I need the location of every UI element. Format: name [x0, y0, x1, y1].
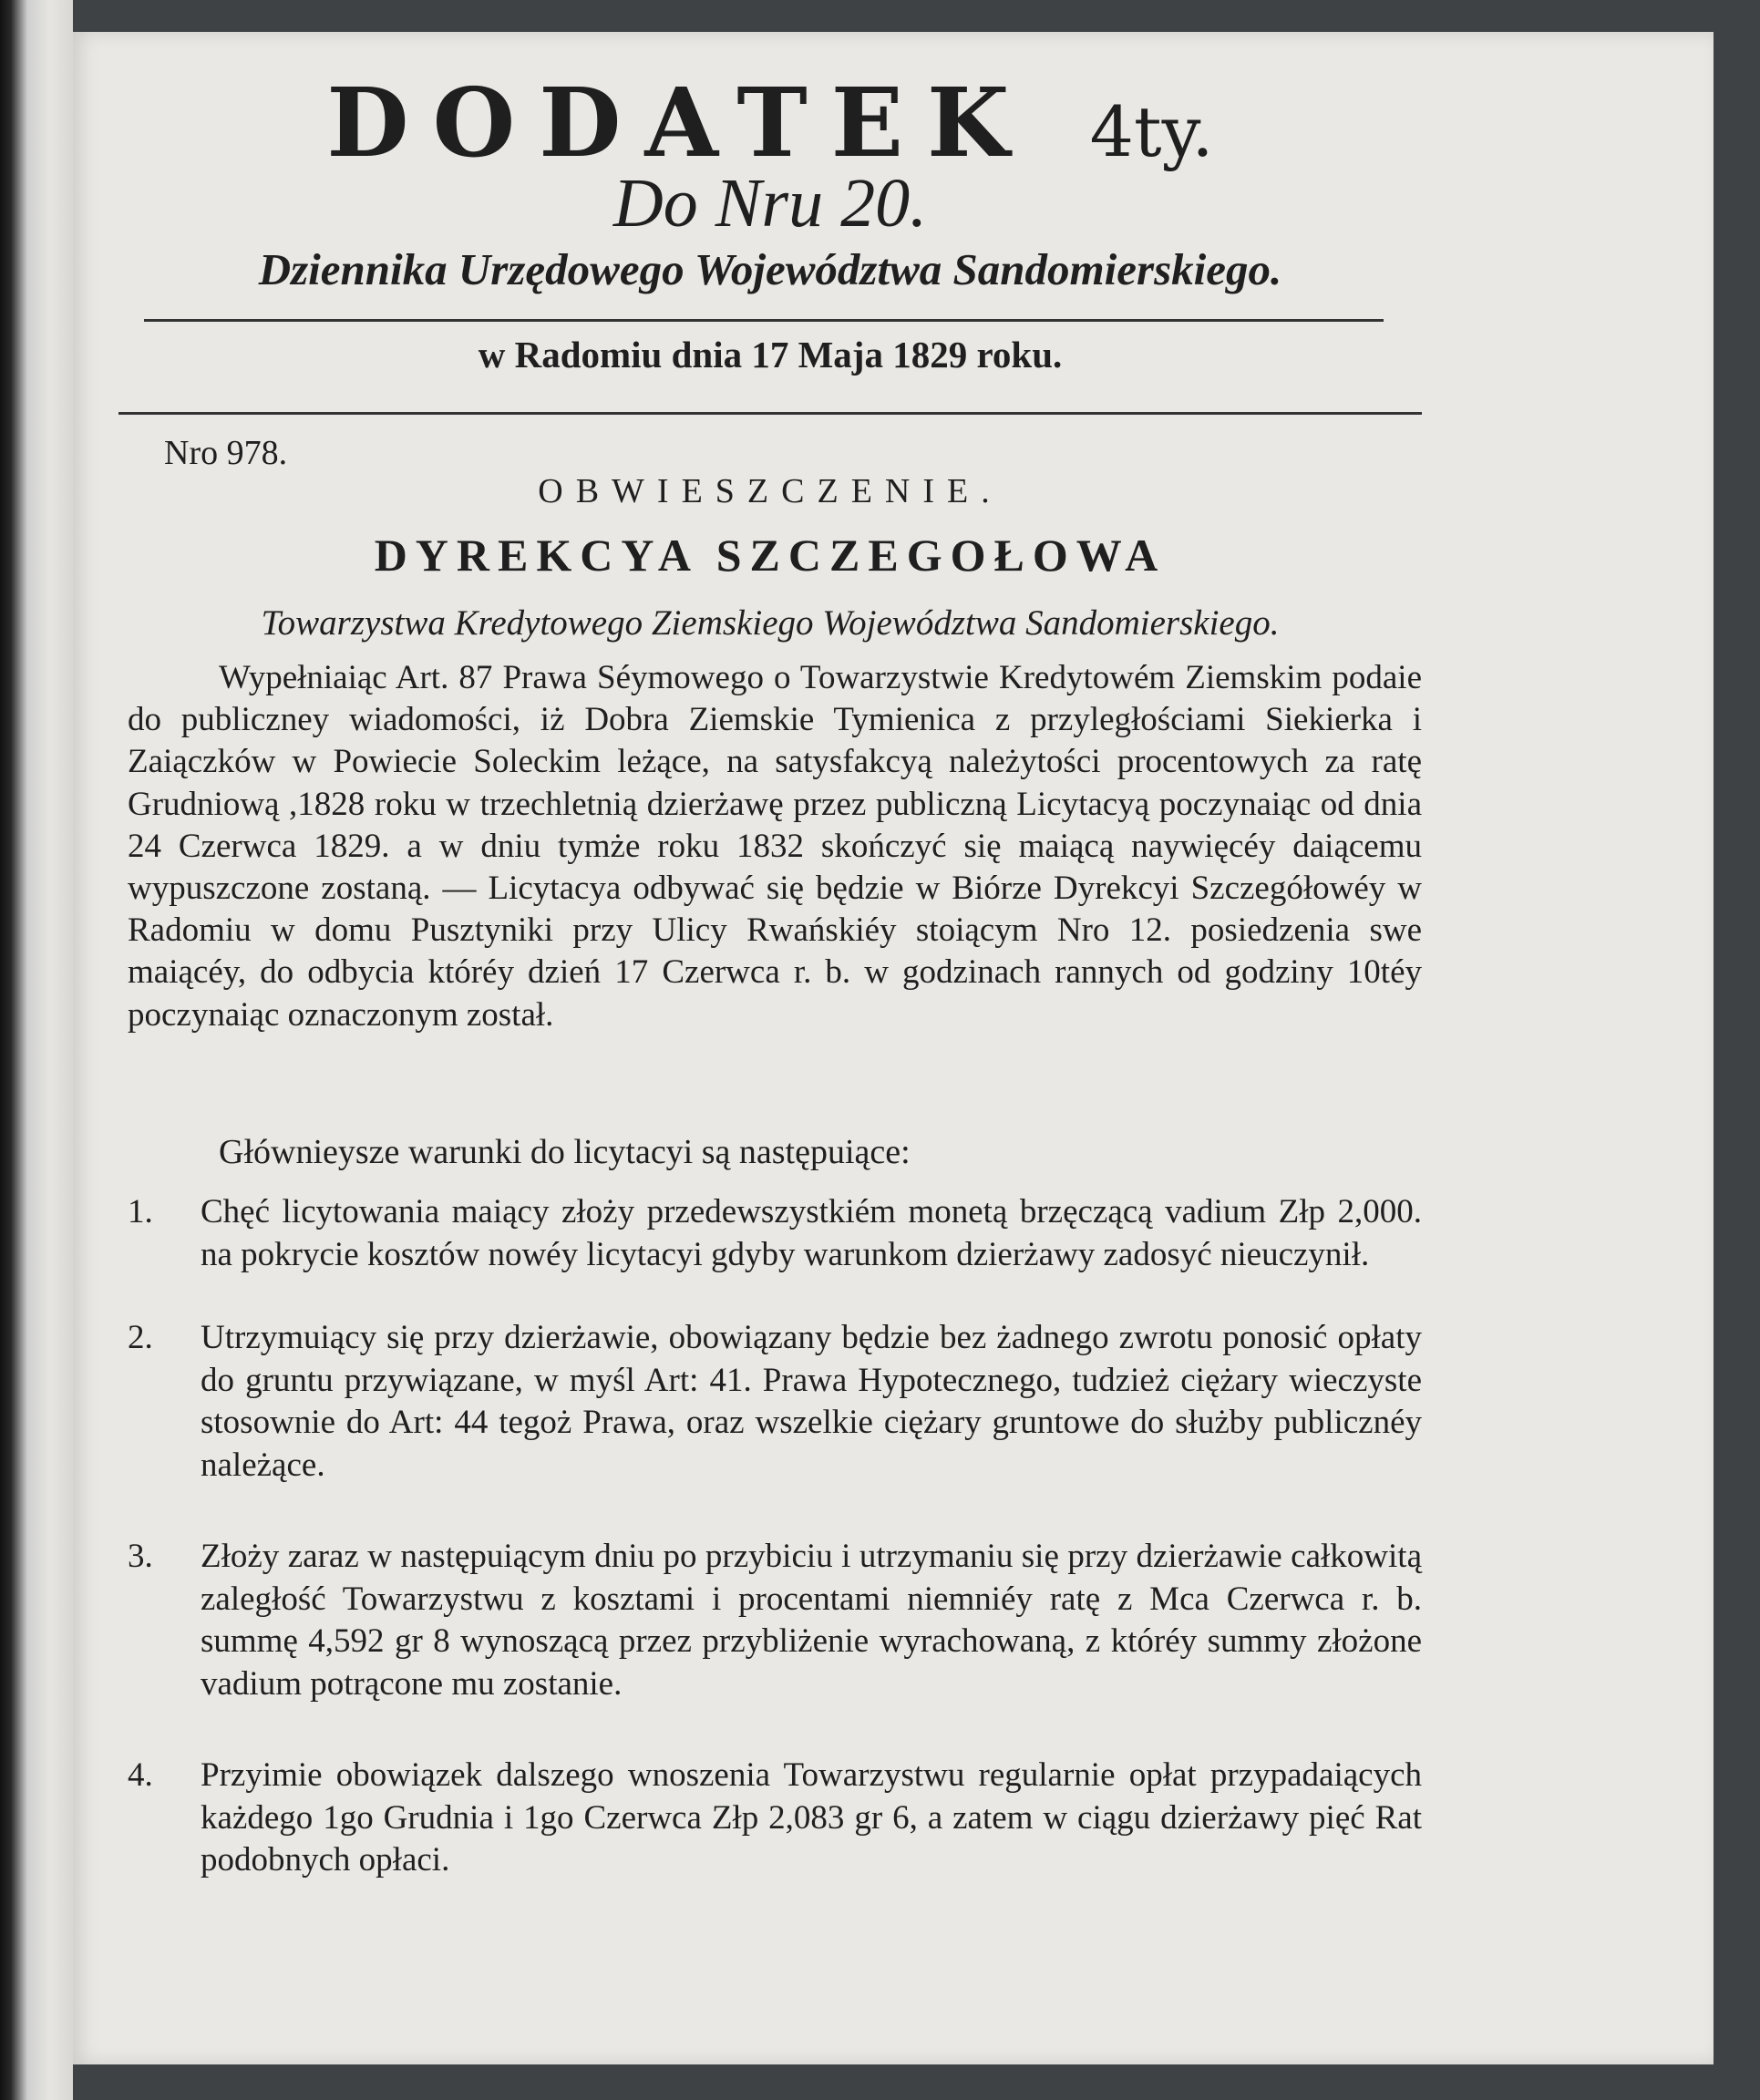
supplement-title	[100, 67, 1440, 179]
condition-text: Przyimie obowiązek dalszego wnoszenia Towarzystwu regularnie opłat przypadaiących każdego 1go Grudnia i 1go Czerwca Złp 2,083 gr 6, a zatem w ciągu dzierżawy pięć Rat podobnych opłaci.	[201, 1756, 1422, 1879]
header-rule-bottom	[118, 412, 1422, 415]
title-suffix: 4ty.	[1089, 91, 1214, 172]
dateline: w Radomiu dnia 17 Maja 1829 roku.	[478, 334, 1063, 376]
title-word: DODATEK	[326, 67, 1034, 179]
condition-item	[128, 1755, 1422, 1882]
authority-heading: DYREKCYA SZCZEGOŁOWA	[374, 530, 1167, 581]
condition-number: 3.	[128, 1538, 153, 1575]
journal-name: Dziennika Urzędowego Województwa Sandomierskiego.	[258, 244, 1282, 294]
notice-heading: OBWIESZCZENIE.	[538, 472, 1003, 510]
condition-number: 2.	[128, 1319, 153, 1356]
condition-item	[128, 1536, 1422, 1705]
condition-item	[128, 1191, 1422, 1276]
condition-text: Chęć licytowania maiący złoży przedewszystkiém monetą brzęczącą vadium Złp 2,000. na pokrycie kosztów nowéy licytacyi gdyby warunkom dzierżawy zadosyć nieuczynił.	[201, 1193, 1422, 1273]
notice-body: Wypełniaiąc Art. 87 Prawa Séymowego o Towarzystwie Kredytowém Ziemskim podaie do publiczney wiadomości, iż Dobra Ziemskie Tymienica z przyległościami Siekierka i Zaiączków w Powiecie Soleckim leżące, na satysfakcyą należytości procentowych za ratę Grudniową ,1828 roku w trzechletnią dzierżawę przez publiczną Licytacyą poczynaiąc od dnia 24 Czerwca 1829. a w dniu tymże roku 1832 skończyć się maiącą naywięcéy daiącemu wypuszczone zostaną. — Licytacya odbywać się będzie w Biórze Dyrekcyi Szczegółowéy w Radomiu w domu Pusztyniki przy Ulicy Rwańskiéy stoiącym Nro 12. posiedzenia swe maiącéy, do odbycia któréy dzień 17 Czerwca r. b. w godzinach rannych od godziny 10téy poczynaiąc oznaczonym został.	[128, 659, 1422, 1034]
conditions-title: Głównieysze warunki do licytacyi są następuiące:	[219, 1133, 911, 1171]
condition-number: 1.	[128, 1193, 153, 1230]
society-heading: Towarzystwa Kredytowego Ziemskiego Województwa Sandomierskiego.	[261, 603, 1280, 643]
condition-text: Złoży zaraz w następuiącym dniu po przybiciu i utrzymaniu się przy dzierżawie całkowitą zaległość Towarzystwu z kosztami i procentami niemniéy ratę z Mca Czerwca r. b. summę 4,592 gr 8 wynoszącą przez przybliżenie wyrachowaną, z któréy summy złożone vadium potrącone mu zostanie.	[201, 1538, 1422, 1703]
header-rule-top	[144, 319, 1384, 322]
condition-item	[128, 1317, 1422, 1487]
condition-number: 4.	[128, 1756, 153, 1794]
book-spine	[0, 0, 73, 2100]
condition-text: Utrzymuiący się przy dzierżawie, obowiązany będzie bez żadnego zwrotu ponosić opłaty do gruntu przywiązane, w myśl Art: 41. Prawa Hypotecznego, tudzież ciężary wieczyste stosownie do Art: 44 tegoż Prawa, oraz wszelkie ciężary gruntowe do służby publicznéy należące.	[201, 1319, 1422, 1484]
issue-number: Do Nru 20.	[612, 165, 928, 242]
document-page	[73, 32, 1714, 2064]
notice-number: Nro 978.	[164, 434, 288, 472]
